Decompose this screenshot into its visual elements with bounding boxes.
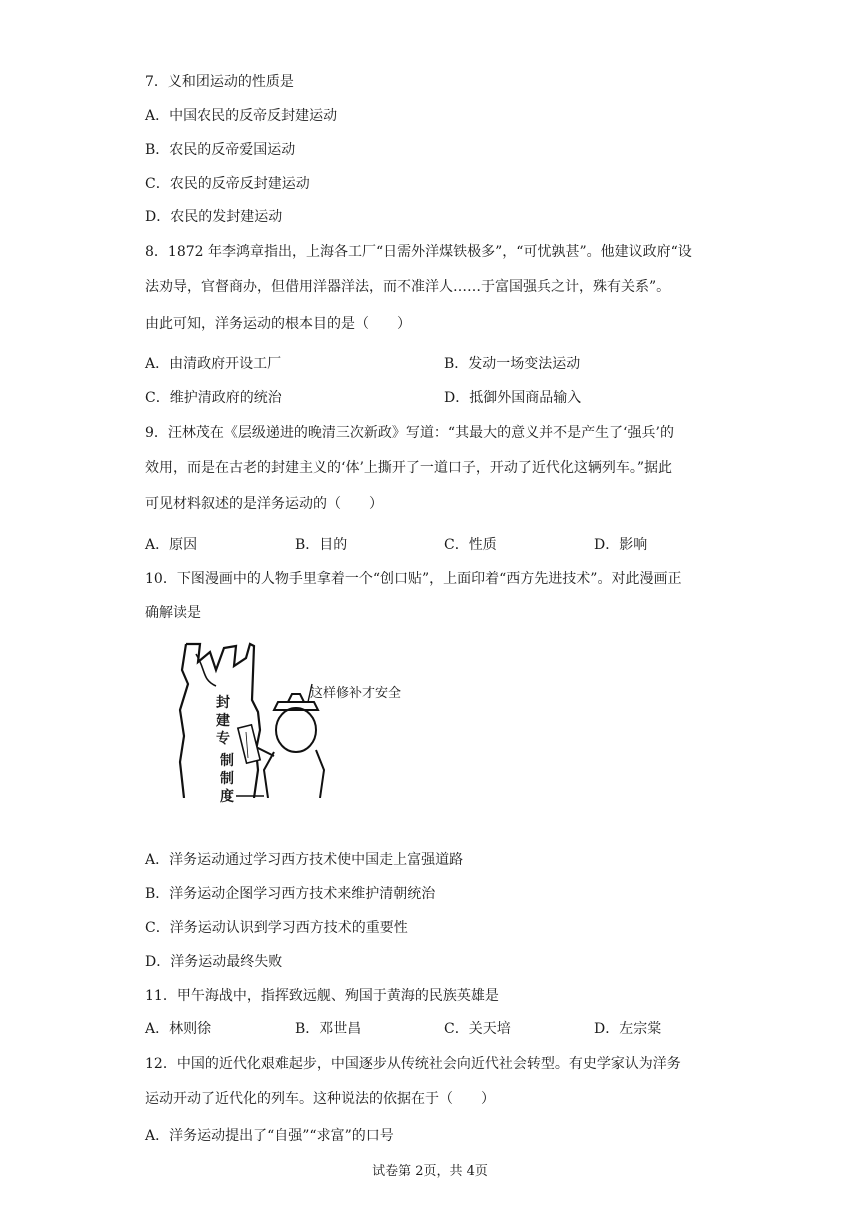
- wall-left-edge: [180, 644, 188, 798]
- q12-stem-line-1: 12．中国的近代化艰难起步，中国逐步从传统社会向近代社会转型。有史学家认为洋务: [145, 1056, 681, 1072]
- q7-option-d: D．农民的发封建运动: [145, 209, 283, 225]
- page-footer: 试卷第 2页，共 4页: [372, 1164, 488, 1179]
- wall-char: 封: [216, 695, 230, 711]
- q8-option-b: B．发动一场变法运动: [444, 356, 581, 372]
- q11-option-a: A．林则徐: [145, 1021, 212, 1037]
- q7-option-b: B．农民的反帝爱国运动: [145, 142, 296, 158]
- q7-stem: 7．义和团运动的性质是: [145, 74, 294, 90]
- q11-stem: 11．甲午海战中，指挥致远舰、殉国于黄海的民族英雄是: [145, 988, 499, 1004]
- wall-char: 制: [220, 753, 234, 769]
- bandage: [238, 725, 260, 763]
- q11-option-c: C．关天培: [444, 1021, 511, 1037]
- q12-stem-line-2: 运动开动了近代化的列车。这种说法的依据在于（ ）: [145, 1091, 495, 1107]
- q8-option-a: A．由清政府开设工厂: [145, 356, 282, 372]
- wall-label-upper: [216, 694, 232, 748]
- q11-option-b: B．邓世昌: [295, 1021, 362, 1037]
- q10-option-a: A．洋务运动通过学习西方技术使中国走上富强道路: [145, 852, 464, 868]
- q9-option-c: C．性质: [444, 537, 497, 553]
- wall-label-lower: [220, 752, 236, 806]
- person-body: [264, 750, 324, 798]
- q7-option-a: A．中国农民的反帝反封建运动: [145, 108, 338, 124]
- q9-stem-line-1: 9．汪林茂在《层级递进的晚清三次新政》写道：“其最大的意义并不是产生了‘强兵’的: [145, 425, 674, 441]
- q9-stem-line-2: 效用，而是在古老的封建主义的‘体’上撕开了一道口子，开动了近代化这辆列车。”据此: [145, 460, 673, 476]
- cartoon-speech: 这样修补才安全: [310, 686, 402, 701]
- q8-option-c: C．维护清政府的统治: [145, 390, 282, 406]
- q9-option-b: B．目的: [295, 537, 348, 553]
- q10-stem-line-2: 确解读是: [145, 605, 201, 621]
- q8-stem-line-1: 8．1872 年李鸿章指出，上海各工厂“日需外洋煤铁极多”，“可忧孰甚”。他建议政府“设: [145, 244, 692, 260]
- q8-stem-line-3: 由此可知，洋务运动的根本目的是（ ）: [145, 316, 411, 332]
- q10-stem-line-1: 10．下图漫画中的人物手里拿着一个“创口贴”，上面印着“西方先进技术”。对此漫画正: [145, 571, 682, 587]
- wall-char: 专: [216, 731, 230, 747]
- wall-char: 建: [216, 713, 230, 729]
- q10-option-c: C．洋务运动认识到学习西方技术的重要性: [145, 920, 408, 936]
- q7-option-c: C．农民的反帝反封建运动: [145, 176, 310, 192]
- person-hat-top: [288, 694, 304, 702]
- q9-stem-line-3: 可见材料叙述的是洋务运动的（ ）: [145, 496, 383, 512]
- wall-char: 制: [220, 771, 234, 787]
- q10-cartoon: [176, 640, 448, 805]
- q10-option-b: B．洋务运动企图学习西方技术来维护清朝统治: [145, 886, 436, 902]
- q8-stem-line-2: 法劝导，官督商办，但借用洋器洋法，而不准洋人……于富国强兵之计，殊有关系”。: [145, 279, 671, 295]
- q11-option-d: D．左宗棠: [594, 1021, 662, 1037]
- q9-option-d: D．影响: [594, 537, 648, 553]
- q8-option-d: D．抵御外国商品输入: [444, 390, 582, 406]
- q10-option-d: D．洋务运动最终失败: [145, 954, 283, 970]
- person-head: [276, 708, 316, 752]
- q12-option-a: A．洋务运动提出了“自强”“求富”的口号: [145, 1128, 394, 1144]
- wall-char: 度: [220, 789, 234, 805]
- q9-option-a: A．原因: [145, 537, 198, 553]
